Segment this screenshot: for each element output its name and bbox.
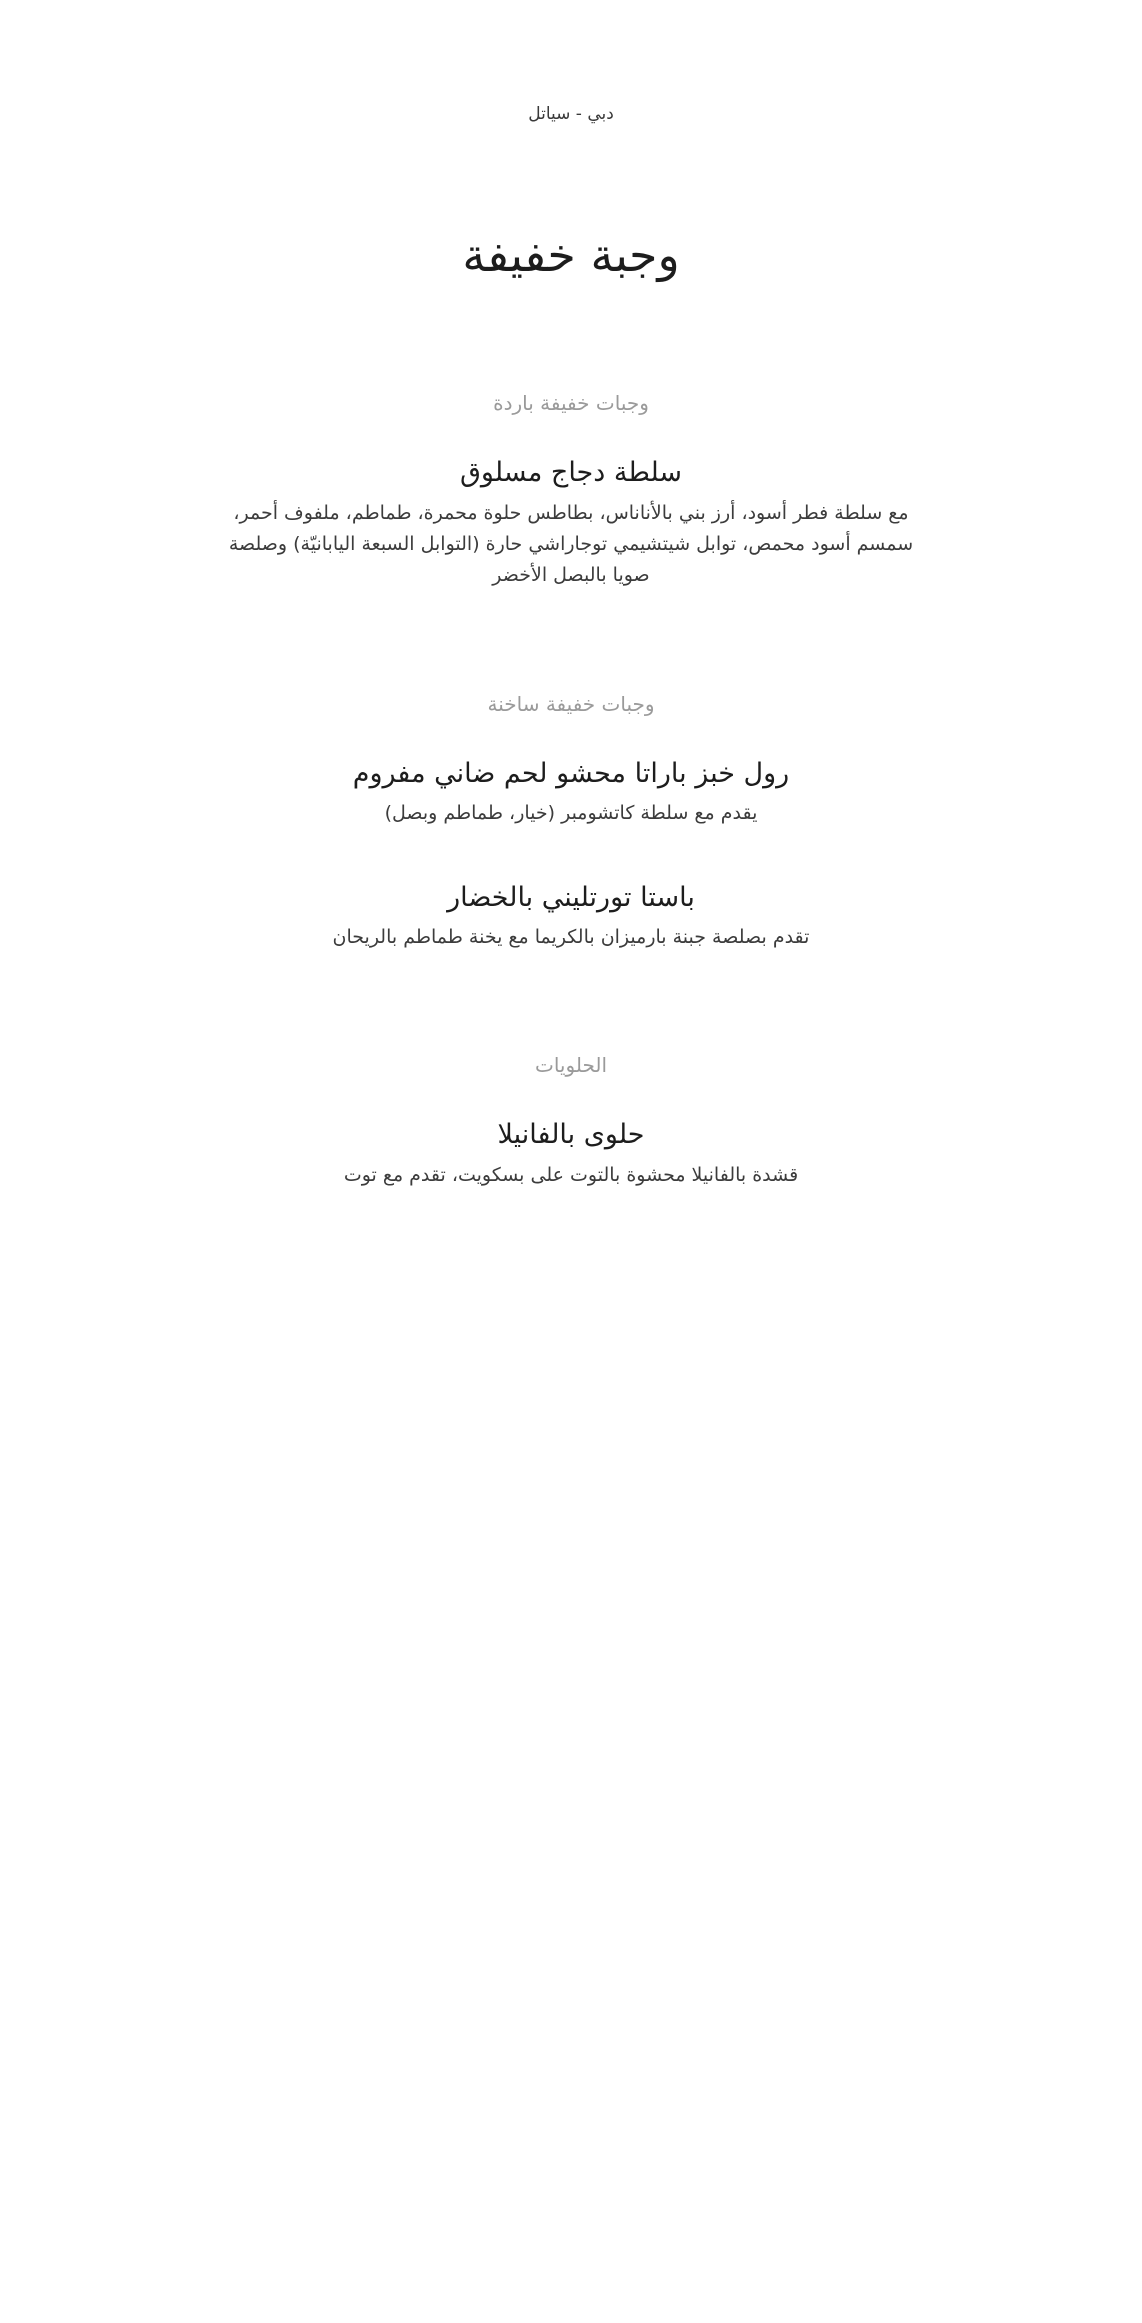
menu-item bbox=[191, 716, 951, 830]
page-title: وجبة خفيفة bbox=[462, 228, 680, 282]
menu-item-description: قشدة بالفانيلا محشوة بالتوت على بسكويت، تقدم مع توت bbox=[343, 1163, 799, 1186]
section-heading: وجبات خفيفة ساخنة bbox=[487, 691, 655, 716]
menu-item-name: باستا تورتليني بالخضار bbox=[447, 881, 695, 913]
menu-item-name: سلطة دجاج مسلوق bbox=[459, 457, 683, 489]
menu-item-name: رول خبز باراتا محشو لحم ضاني مفروم bbox=[352, 757, 790, 789]
section-cold-snacks bbox=[0, 283, 1142, 592]
brand-label: دبي - سياتل bbox=[528, 104, 614, 124]
menu-item-name: حلوى بالفانيلا bbox=[497, 1119, 645, 1151]
section-hot-snacks bbox=[0, 592, 1142, 954]
section-desserts bbox=[0, 953, 1142, 1191]
menu-item bbox=[191, 415, 951, 592]
menu-item-description: مع سلطة فطر أسود، أرز بني بالأناناس، بطاطس حلوة محمرة، طماطم، ملفوف أحمر، سمسم أسود محمص، توابل شيتشيمي توجاراشي حارة (التوابل السبعة اليابانيّة) وصلصة صويا بالبصل الأخضر bbox=[228, 501, 914, 587]
menu-item-description: تقدم بصلصة جبنة بارميزان بالكريما مع يخنة طماطم بالريحان bbox=[332, 926, 810, 949]
menu-item bbox=[191, 1077, 951, 1191]
menu-item-description: يقدم مع سلطة كاتشومبر (خيار، طماطم وبصل) bbox=[384, 802, 758, 825]
menu-item bbox=[191, 830, 951, 954]
section-heading: وجبات خفيفة باردة bbox=[493, 391, 649, 416]
section-heading: الحلويات bbox=[535, 1053, 608, 1078]
